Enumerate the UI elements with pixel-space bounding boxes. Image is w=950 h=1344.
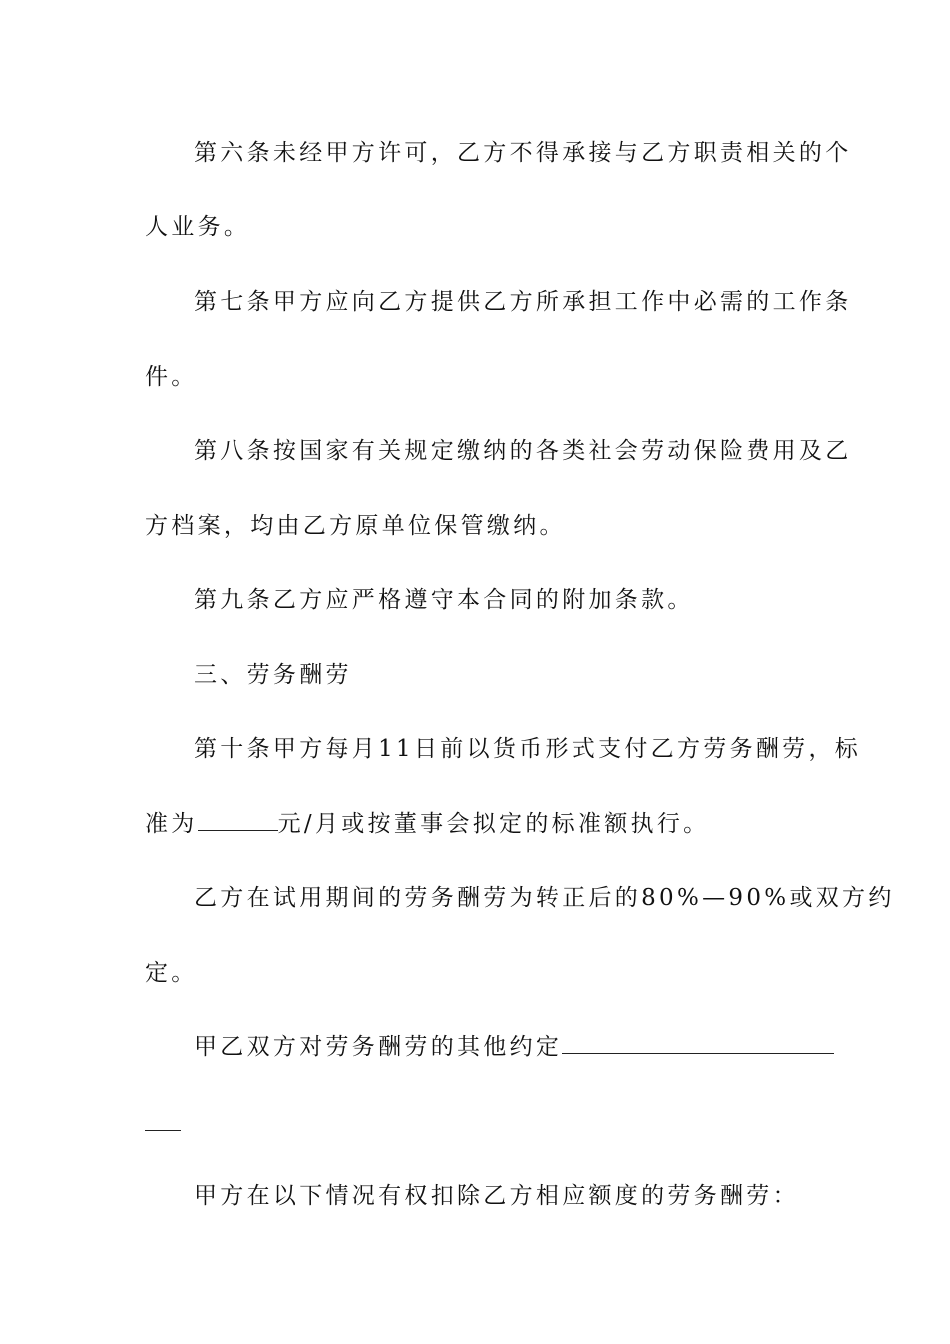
fill-in-blank (198, 812, 278, 831)
paragraph-line: 甲方在以下情况有权扣除乙方相应额度的劳务酬劳： (194, 1183, 799, 1209)
paragraph-line: 定。 (145, 960, 198, 986)
text-segment: 甲乙双方对劳务酬劳的其他约定 (194, 1034, 563, 1060)
paragraph-line: 方档案，均由乙方原单位保管缴纳。 (145, 513, 566, 539)
paragraph-line: 第七条甲方应向乙方提供乙方所承担工作中必需的工作条 (194, 289, 852, 315)
fill-in-blank-continuation (145, 1130, 181, 1131)
text-segment: 准为 (145, 811, 198, 837)
paragraph-line: 乙方在试用期间的劳务酬劳为转正后的80%—90%或双方约 (194, 885, 895, 911)
paragraph-line: 人业务。 (145, 214, 251, 240)
paragraph-line (145, 809, 815, 839)
paragraph-line: 第八条按国家有关规定缴纳的各类社会劳动保险费用及乙 (194, 438, 852, 464)
paragraph-line: 第九条乙方应严格遵守本合同的附加条款。 (194, 587, 694, 613)
section-heading: 三、劳务酬劳 (194, 662, 352, 688)
paragraph-line: 第六条未经甲方许可，乙方不得承接与乙方职责相关的个 (194, 140, 852, 166)
paragraph-line: 件。 (145, 364, 198, 390)
text-segment: 元/月或按董事会拟定的标准额执行。 (277, 811, 710, 837)
paragraph-line: 第十条甲方每月11日前以货币形式支付乙方劳务酬劳，标 (194, 736, 862, 762)
fill-in-blank (562, 1035, 834, 1054)
paragraph-line (194, 1032, 864, 1062)
